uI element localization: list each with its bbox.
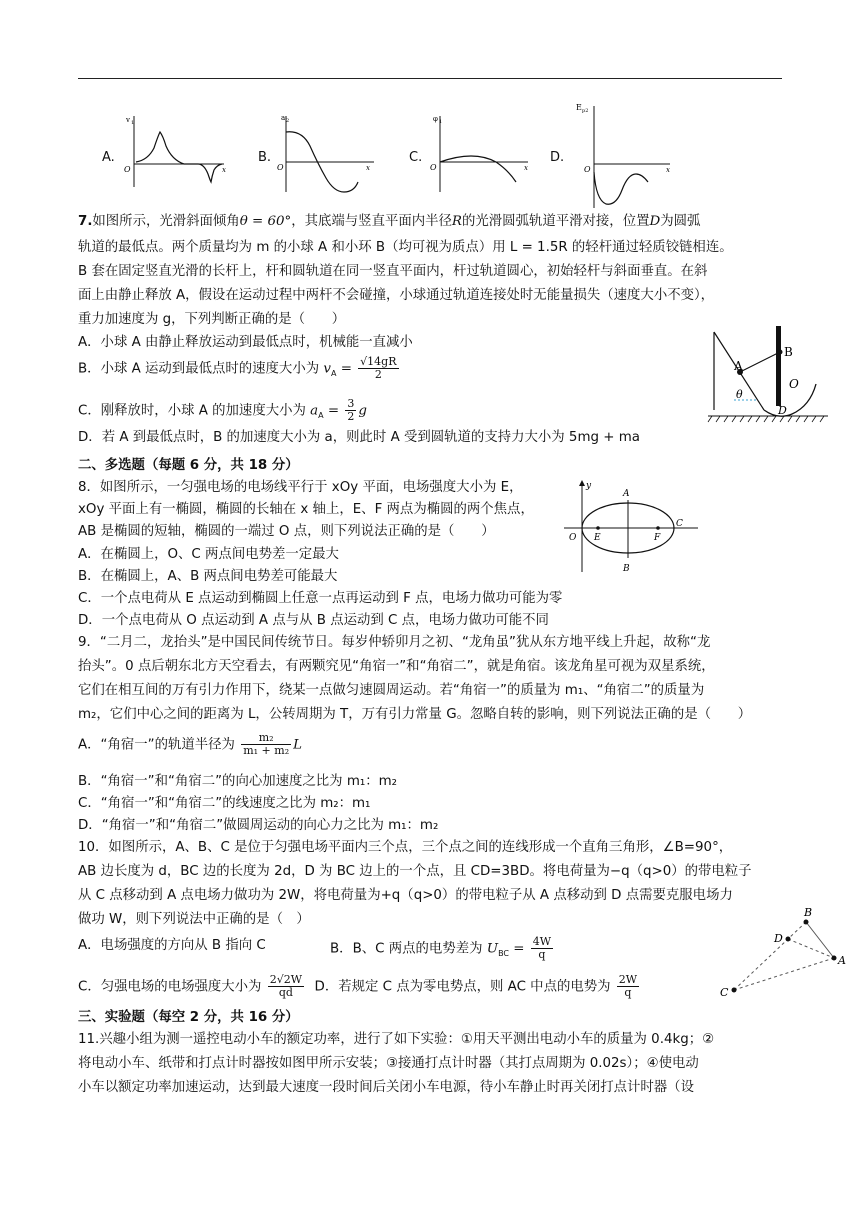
option-d-label: D. <box>550 150 565 165</box>
q9-option-a: A．“角宿一”的轨道半径为 $\frac{\text{m₂}}{\text{m₁ + m₂}}$ L <box>78 731 303 757</box>
q9-option-d: D．“角宿一”和“角宿二”做圆周运动的向心力之比为 m₁：m₂ <box>78 818 439 833</box>
q10-line-2: AB 边长度为 d，BC 边的长度为 2d，D 为 BC 边上的一个点，且 CD=3BD。将电荷量为−q（q>0）的带电粒子 <box>78 864 752 879</box>
svg-text:E: E <box>594 533 601 543</box>
q10-option-d: D．若规定 C 点为零电势点，则 AC 中点的电势为 <box>314 979 611 995</box>
svg-text:D: D <box>778 404 787 417</box>
section-3-heading: 三、实验题（每空 2 分，共 16 分） <box>78 1010 299 1025</box>
q9-option-a-fraction: $\frac{\text{m₂}}{\text{m₁ + m₂}}$ <box>243 731 290 757</box>
svg-text:F: F <box>654 533 661 543</box>
svg-text:A: A <box>734 359 743 373</box>
graph-c <box>424 112 534 202</box>
option-c-label: C. <box>409 150 423 165</box>
q7-option-c-fraction: $\frac{3}{2}$ <box>347 397 355 423</box>
q7-option-a: A．小球 A 由静止释放运动到最低点时，机械能一直减小 <box>78 335 413 350</box>
graph-a-ylabel: v <box>126 116 130 124</box>
q10-option-c: C．匀强电场的电场强度大小为 $\frac{2√2W}{qd}$ D．若规定 C 点为零电势点，则 AC 中点的电势为 $\frac{2W}{q}$ <box>78 973 638 999</box>
option-a-label: A. <box>102 150 115 165</box>
q9-line-4: m₂，它们中心之间的距离为 L，公转周期为 T，万有引力常量 G。忽略自转的影响，则下列说法正确的是（ ） <box>78 707 752 722</box>
q8-option-a: A．在椭圆上，O、C 两点间电势差一定最大 <box>78 547 339 562</box>
svg-text:C: C <box>720 986 729 999</box>
q10-line-3: 从 C 点移动到 A 点电场力做功为 2W，将电荷量为+q（q>0）的带电粒子从 A 点移动到 D 点需要克服电场力 <box>78 888 733 903</box>
svg-text:C: C <box>676 519 683 529</box>
svg-text:θ: θ <box>736 388 743 401</box>
q9-line-1: 9．“二月二，龙抬头”是中国民间传统节日。每岁仲轿卯月之初、“龙角虽”犹从东方地平线上升起，故称“龙 <box>78 635 711 650</box>
q11-line-3: 小车以额定功率加速运动，达到最大速度一段时间后关闭小车电源，待小车静止时再关闭打点计时器（设 <box>78 1080 694 1095</box>
svg-text:p2: p2 <box>582 108 589 114</box>
q9-option-c: C．“角宿一”和“角宿二”的线速度之比为 m₂：m₁ <box>78 796 371 811</box>
svg-text:2: 2 <box>286 118 290 124</box>
q10-option-b: B．B、C 两点的电势差为 $U_{BC}$ = $\frac{4W}{q}$ <box>330 935 552 961</box>
svg-text:O: O <box>277 163 284 172</box>
q8-line-3: AB 是椭圆的短轴，椭圆的一端过 O 点，则下列说法正确的是（ ） <box>78 524 495 539</box>
q9-option-b: B．“角宿一”和“角宿二”的向心加速度之比为 m₁：m₂ <box>78 774 398 789</box>
q7-option-b: B．小球 A 运动到最低点时的速度大小为 $v_A$ = $\frac{√14gR}{2}$ <box>78 355 397 381</box>
svg-text:1: 1 <box>131 120 135 126</box>
svg-text:φ: φ <box>433 115 438 123</box>
svg-text:x: x <box>222 166 226 174</box>
svg-text:A: A <box>623 489 630 499</box>
q7-line-4: 面上由静止释放 A，假设在运动过程中两杆不会碰撞，小球通过轨道连接处时无能量损失（速度大小不变）， <box>78 288 715 303</box>
svg-text:B: B <box>784 345 793 359</box>
q10-figure <box>716 906 852 1000</box>
q11-line-2: 将电动小车、纸带和打点计时器按如图甲所示安装；③接通打点计时器（其打点周期为 0.02s）；④使电动 <box>78 1056 699 1071</box>
svg-text:B: B <box>804 906 813 919</box>
q8-line-2: xOy 平面上有一椭圆，椭圆的长轴在 x 轴上，E、F 两点为椭圆的两个焦点， <box>78 502 534 517</box>
q10-option-d-fraction: $\frac{2W}{q}$ <box>618 973 638 999</box>
svg-text:B: B <box>623 564 630 574</box>
q7-line-1: 7.如图所示，光滑斜面倾角θ = 60°，其底端与竖直平面内半径R的光滑圆弧轨道平滑对接，位置D为圆弧 <box>78 214 701 229</box>
svg-text:y: y <box>586 481 592 491</box>
svg-text:O: O <box>789 377 799 391</box>
svg-text:O: O <box>124 165 131 174</box>
svg-text:a: a <box>281 114 286 122</box>
q10-line-4: 做功 W，则下列说法中正确的是（ ） <box>78 912 310 927</box>
svg-text:x: x <box>524 164 528 172</box>
q7-line-5: 重力加速度为 g，下列判断正确的是（ ） <box>78 312 346 327</box>
svg-text:O: O <box>569 533 577 543</box>
q10-option-c-fraction: $\frac{2√2W}{qd}$ <box>269 973 303 999</box>
q9-line-2: 抬头”。0 点后朝东北方天空看去，有两颗究见“角宿一”和“角宿二”，就是角宿。该龙角星可视为双星系统， <box>78 659 715 674</box>
q10-line-1: 10．如图所示，A、B、C 是位于匀强电场平面内三个点，三个点之间的连线形成一个直角三角形，∠B=90°， <box>78 840 733 855</box>
q7-line-2: 轨道的最低点。两个质量均为 m 的小球 A 和小环 B（均可视为质点）用 L = 1.5R 的轻杆通过轻质铰链相连。 <box>78 240 733 255</box>
q8-figure <box>560 476 700 576</box>
svg-text:O: O <box>584 165 591 174</box>
q7-figure <box>706 318 830 426</box>
q10-option-b-fraction: $\frac{4W}{q}$ <box>532 935 552 961</box>
q8-option-b: B．在椭圆上，A、B 两点间电势差可能最大 <box>78 569 338 584</box>
svg-text:1: 1 <box>439 119 443 125</box>
header-rule <box>78 78 782 79</box>
svg-text:E: E <box>576 103 582 112</box>
q11-line-1: 11.兴趣小组为测一遥控电动小车的额定功率，进行了如下实验：①用天平测出电动小车的质量为 0.4kg；② <box>78 1032 715 1047</box>
svg-text:O: O <box>430 163 437 172</box>
q8-option-c: C．一个点电荷从 E 点运动到椭圆上任意一点再运动到 F 点，电场力做功可能为零 <box>78 591 563 606</box>
svg-text:x: x <box>366 164 370 172</box>
q7-option-d: D．若 A 到最低点时，B 的加速度大小为 a，则此时 A 受到圆轨道的支持力大小为 5mg + ma <box>78 430 640 445</box>
q8-option-d: D．一个点电荷从 O 点运动到 A 点与从 B 点运动到 C 点，电场力做功可能不同 <box>78 613 549 628</box>
svg-text:A: A <box>838 954 846 967</box>
q9-line-3: 它们在相互间的万有引力作用下，绕某一点做匀速圆周运动。若“角宿一”的质量为 m₁、“角宿二”的质量为 <box>78 683 705 698</box>
svg-text:x: x <box>666 166 670 174</box>
q7-option-b-fraction: $\frac{√14gR}{2}$ <box>360 355 397 381</box>
q7-line-3: B 套在固定竖直光滑的长杆上，杆和圆轨道在同一竖直平面内，杆过轨道圆心，初始轻杆与斜面垂直。在斜 <box>78 264 708 279</box>
graph-b <box>274 112 384 202</box>
graph-d <box>566 100 676 210</box>
svg-text:D: D <box>774 932 783 945</box>
section-2-heading: 二、多选题（每题 6 分，共 18 分） <box>78 458 299 473</box>
graph-a <box>118 112 228 202</box>
q10-option-a: A．电场强度的方向从 B 指向 C <box>78 938 266 953</box>
q8-line-1: 8．如图所示，一匀强电场的电场线平行于 xOy 平面，电场强度大小为 E， <box>78 480 523 495</box>
option-b-label: B. <box>258 150 272 165</box>
q7-option-c: C．刚释放时，小球 A 的加速度大小为 $a_A$ = $\frac{3}{2}$ g <box>78 397 367 423</box>
